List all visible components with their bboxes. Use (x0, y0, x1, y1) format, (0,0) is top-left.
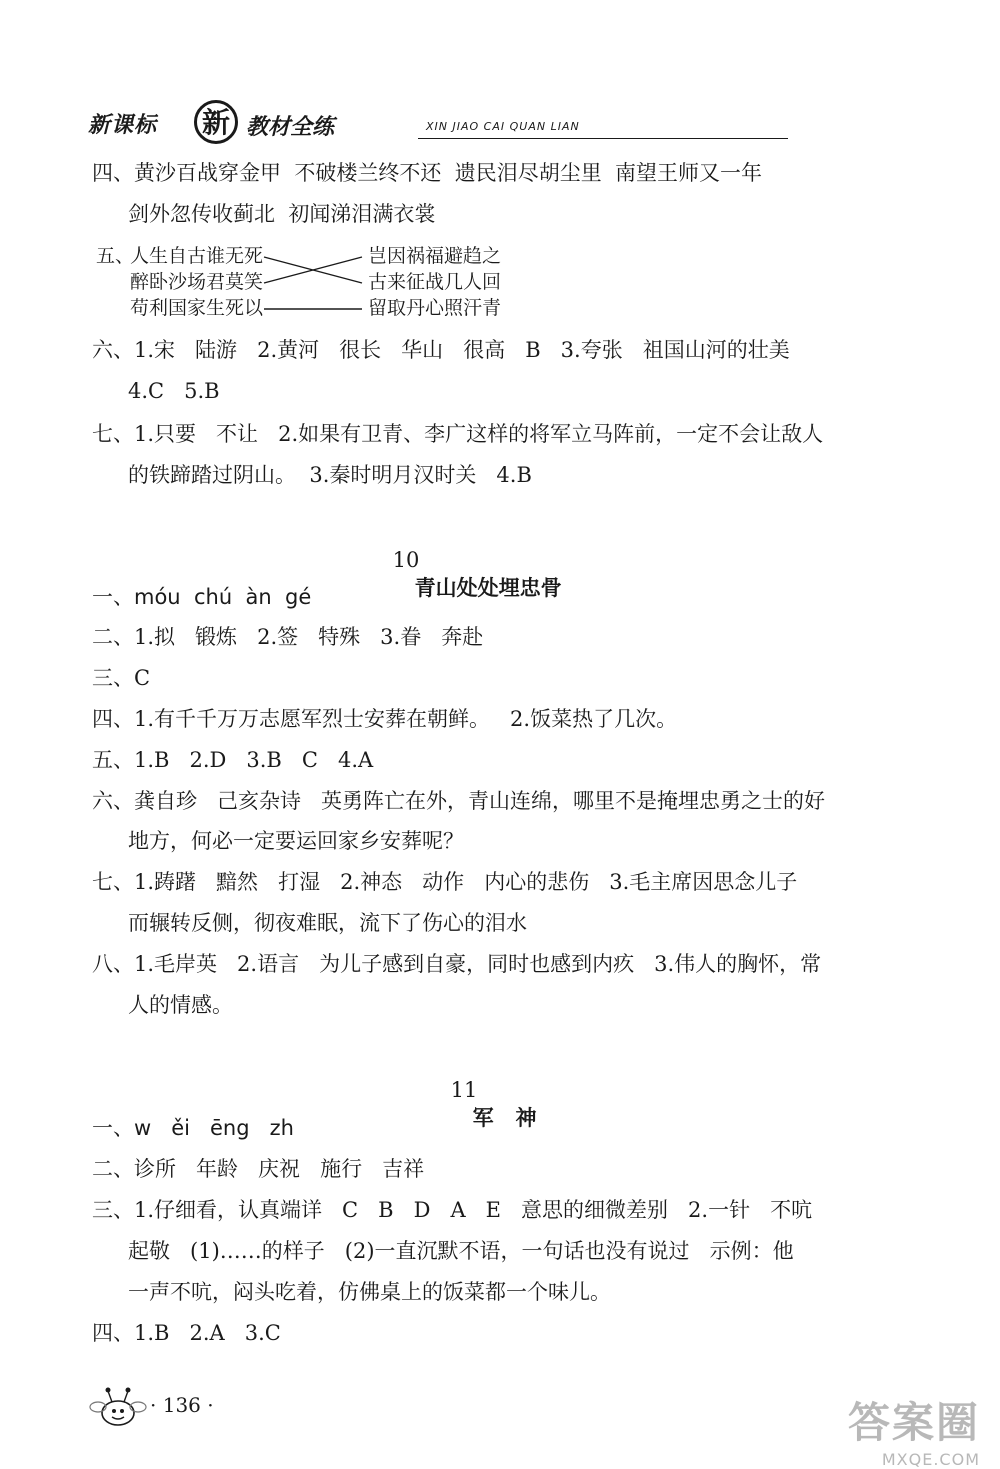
s11-q4: 四、1.B 2.A 3.C (92, 1321, 281, 1345)
s11-q1: 一、w ěi ēng zh (92, 1116, 294, 1140)
s11-q3-line2: 起敬 (1)……的样子 (2)一直沉默不语，一句话也没有说过 示例：他 (128, 1239, 794, 1263)
s9-q7-line2: 的铁蹄踏过阴山。 3.秦时明月汉时关 4.B (128, 463, 532, 487)
s10-q2: 二、1.拟 锻炼 2.签 特殊 3.眷 奔赴 (92, 625, 484, 649)
s10-q4: 四、1.有千千万万志愿军烈士安葬在朝鲜。 2.饭菜热了几次。 (92, 707, 678, 731)
brand-name: 教材全练 (246, 114, 335, 140)
watermark-cn: 答案圈 (847, 1398, 980, 1447)
s10-q8-line1: 八、1.毛岸英 2.语言 为儿子感到自豪，同时也感到内疚 3.伟人的胸怀，常 (92, 952, 822, 976)
matching-exercise (96, 244, 546, 324)
watermark-en: MXQE.COM (881, 1450, 980, 1469)
page-number: · 136 · (150, 1393, 214, 1417)
brand-series: 新课标 (88, 112, 158, 138)
header-rule (418, 138, 788, 139)
match-left-3: 苟利国家生死以 (130, 297, 264, 319)
match-lines (96, 244, 546, 324)
s10-q5: 五、1.B 2.D 3.B C 4.A (92, 748, 374, 772)
s10-q6-line2: 地方，何必一定要运回家乡安葬呢？ (128, 829, 464, 853)
bee-mascot-icon (88, 1385, 148, 1431)
brand-pinyin: XIN JIAO CAI QUAN LIAN (426, 120, 580, 133)
s10-q7-line1: 七、1.踌躇 黯然 打湿 2.神态 动作 内心的悲伤 3.毛主席因思念儿子 (92, 870, 798, 894)
match-right-3: 留取丹心照汗青 (368, 297, 502, 319)
match-left-1: 人生自古谁无死 (130, 245, 264, 267)
match-left-2: 醉卧沙场君莫笑 (130, 271, 264, 293)
lesson-11-title: 军 神 (472, 1106, 537, 1130)
s9-q6-line2: 4.C 5.B (128, 379, 220, 403)
page-header (88, 100, 788, 150)
s10-q6-line1: 六、龚自珍 己亥杂诗 英勇阵亡在外，青山连绵，哪里不是掩埋忠勇之士的好 (92, 789, 826, 813)
watermark (810, 1390, 980, 1469)
s9-q4-line1: 四、黄沙百战穿金甲 不破楼兰终不还 遗民泪尽胡尘里 南望王师又一年 (92, 161, 763, 185)
s10-q8-line2: 人的情感。 (128, 993, 233, 1017)
s9-q4-line2: 剑外忽传收蓟北 初闻涕泪满衣裳 (128, 202, 436, 226)
s9-q5-label: 五、 (96, 245, 135, 267)
lesson-10-title: 青山处处埋忠骨 (414, 576, 562, 600)
lesson-10-heading (378, 524, 562, 602)
s11-q3-line1: 三、1.仔细看，认真端详 C B D A E 意思的细微差别 2.一针 不吭 (92, 1198, 813, 1222)
lesson-11-heading (436, 1054, 537, 1132)
match-right-2: 古来征战几人回 (368, 271, 502, 293)
page-footer (88, 1385, 348, 1435)
s9-q7-line1: 七、1.只要 不让 2.如果有卫青、李广这样的将军立马阵前，一定不会让敌人 (92, 422, 824, 446)
match-right-1: 岂因祸福避趋之 (368, 245, 502, 267)
s9-q6-line1: 六、1.宋 陆游 2.黄河 很长 华山 很高 B 3.夸张 祖国山河的壮美 (92, 338, 790, 362)
lesson-11-number: 11 (450, 1078, 478, 1102)
lesson-10-number: 10 (392, 548, 420, 572)
s10-q3: 三、C (92, 666, 151, 690)
s11-q2: 二、诊所 年龄 庆祝 施行 吉祥 (92, 1157, 425, 1181)
s10-q1: 一、móu chú àn gé (92, 585, 312, 609)
brand-logo: 新 (194, 100, 238, 144)
s11-q3-line3: 一声不吭，闷头吃着，仿佛桌上的饭菜都一个味儿。 (128, 1280, 611, 1304)
s10-q7-line2: 而辗转反侧，彻夜难眠，流下了伤心的泪水 (128, 911, 527, 935)
